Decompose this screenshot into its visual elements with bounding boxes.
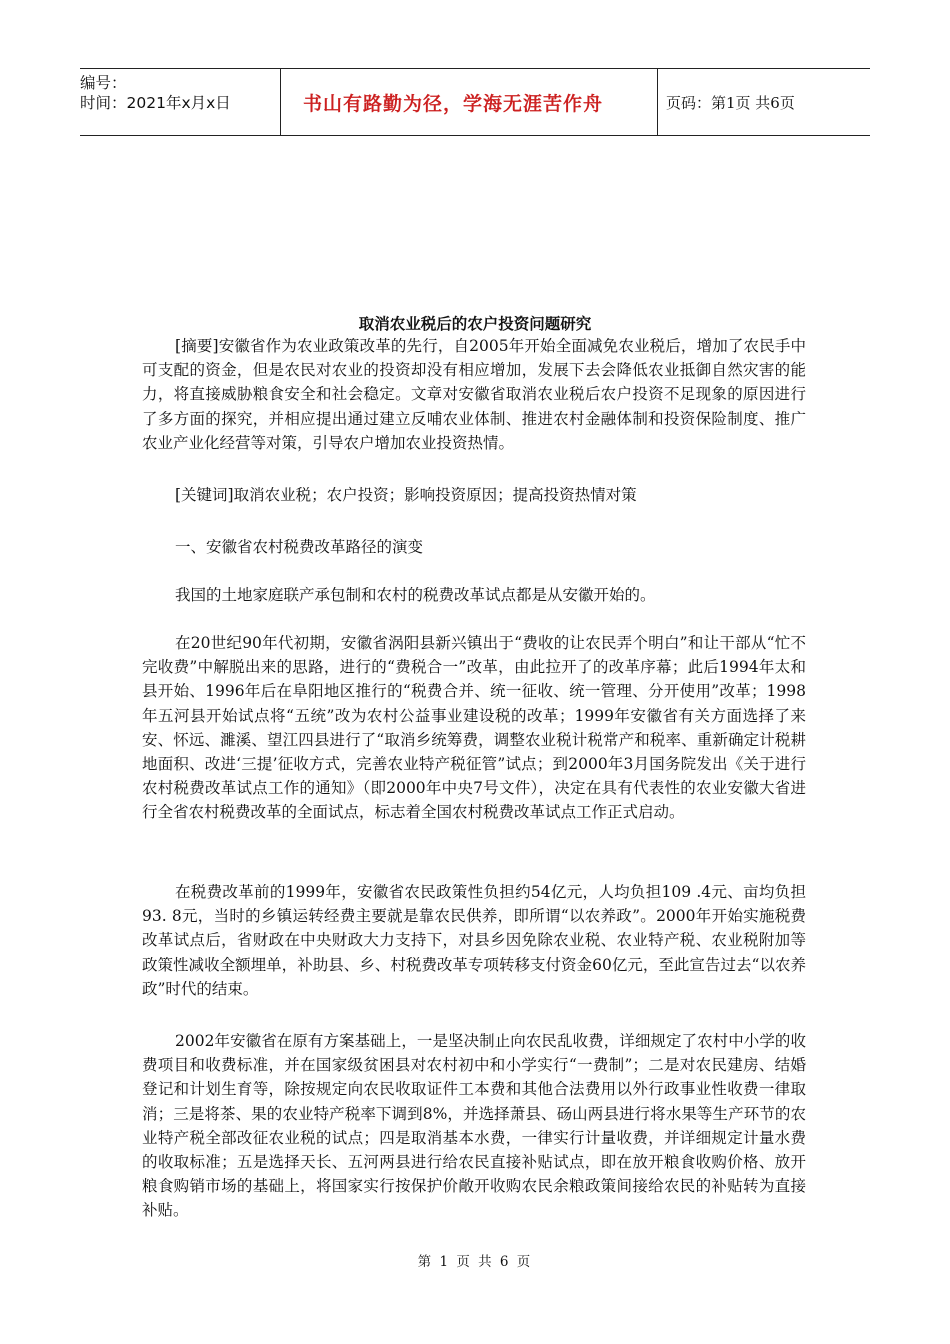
- body-paragraph-4: 2002年安徽省在原有方案基础上，一是坚决制止向农民乱收费，详细规定了农村中小学的收费项目和收费标准，并在国家级贫困县对农村初中和小学实行“一费制”；二是对农民建房、结婚登记和计划生育等，除按规定向农民收取证件工本费和其他合法费用以外行政事业性收费一律取消；三是将茶、果的农业特产税率下调到8%，并选择萧县、砀山两县进行将水果等生产环节的农业特产税全部改征农业税的试点；四是取消基本水费，一律实行计量收费，并详细规定计量水费的收取标准；五是选择天长、五河两县进行给农民直接补贴试点，即在放开粮食收购价格、放开粮食购销市场的基础上，将国家实行按保护价敞开收购农民余粮政策间接给农民的补贴转为直接补贴。: [142, 1032, 806, 1220]
- header-motto-cell: [280, 69, 658, 135]
- header-page-info: [658, 69, 870, 135]
- body-paragraph-3: 在税费改革前的1999年，安徽省农民政策性负担约54亿元，人均负担109 .4元、亩均负担93. 8元，当时的乡镇运转经费主要就是靠农民供养，即所谓“以农养政”。2000年开始实施税费改革试点后，省财政在中央财政大力支持下，对县乡因免除农业税、农业特产税、农业税附加等政策性减收全额埋单，补助县、乡、村税费改革专项转移支付资金60亿元，至此宣告过去“以农养政”时代的结束。: [142, 883, 806, 998]
- page-footer: 第 1 页 共 6 页: [417, 1254, 533, 1270]
- document-number-label: 编号：: [80, 74, 127, 92]
- page-info-text: 页码：第1页 共6页: [666, 93, 795, 112]
- section-heading: 一、安徽省农村税费改革路径的演变: [175, 538, 424, 556]
- motto-text: 书山有路勤为径，学海无涯苦作舟: [303, 92, 604, 115]
- document-title: 取消农业税后的农户投资问题研究: [358, 314, 592, 333]
- body-paragraph-2: 在20世纪90年代初期，安徽省涡阳县新兴镇出于“费收的让农民弄个明白”和让干部从“忙不完收费”中解脱出来的思路，进行的“费税合一”改革，由此拉开了的改革序幕；此后1994年太和县开始、1996年后在阜阳地区推行的“税费合并、统一征收、统一管理、分开使用”改革；1998年五河县开始试点将“五统”改为农村公益事业建设税的改革；1999年安徽省有关方面选择了来安、怀远、濉溪、望江四县进行了“取消乡统筹费，调整农业税计税常产和税率、重新确定计税耕地面积、改进‘三提’征收方式，完善农业特产税征管”试点；到2000年3月国务院发出《关于进行农村税费改革试点工作的通知》（即2000年中央7号文件），决定在具有代表性的农业安徽大省进行全省农村税费改革的全面试点，标志着全国农村税费改革试点工作正式启动。: [142, 634, 806, 822]
- header-meta: [80, 69, 280, 135]
- abstract-paragraph: [摘要]安徽省作为农业政策改革的先行，自2005年开始全面减免农业税后，增加了农民手中可支配的资金，但是农民对农业的投资却没有相应增加，发展下去会降低农业抵御自然灾害的能力，将直接威胁粮食安全和社会稳定。文章对安徽省取消农业税后农户投资不足现象的原因进行了多方面的探究，并相应提出通过建立反哺农业体制、推进农村金融体制和投资保险制度、推广农业产业化经营等对策，引导农户增加农业投资热情。: [142, 337, 806, 452]
- document-date: 时间：2021年x月x日: [80, 94, 231, 112]
- header-table: [80, 68, 870, 136]
- body-paragraph-1: 我国的土地家庭联产承包制和农村的税费改革试点都是从安徽开始的。: [175, 586, 656, 604]
- keywords-paragraph: [关键词]取消农业税；农户投资；影响投资原因；提高投资热情对策: [175, 486, 637, 504]
